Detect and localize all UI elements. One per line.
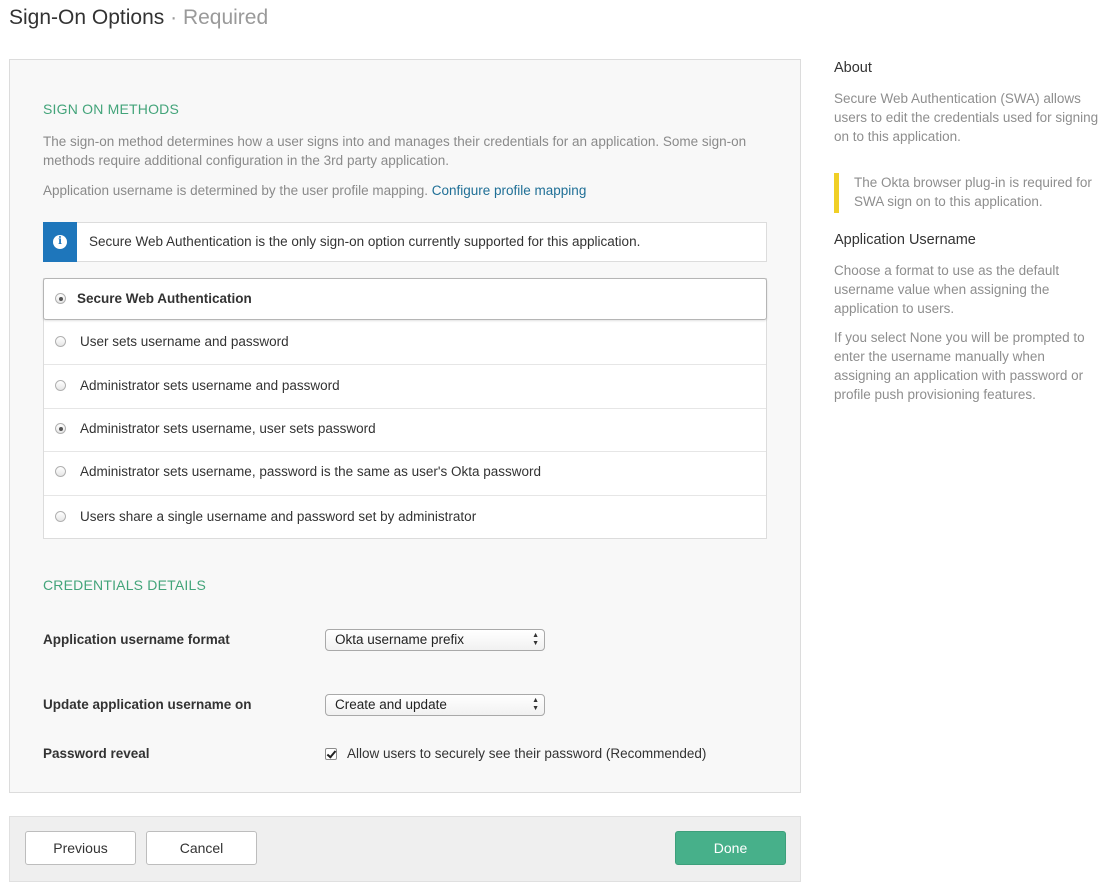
plugin-callout: The Okta browser plug-in is required for SWA sign on to this application. bbox=[834, 173, 1106, 213]
info-icon: i bbox=[53, 235, 67, 249]
sign-on-option-admin-sets[interactable] bbox=[44, 364, 766, 408]
profile-mapping-text: Application username is determined by the user profile mapping. bbox=[43, 183, 428, 198]
sign-on-methods-description: The sign-on method determines how a user signs into and manages their credentials for an application. Some sign-on methods require additional configuration in the 3rd party application. bbox=[43, 134, 747, 168]
configure-profile-mapping-link[interactable]: Configure profile mapping bbox=[431, 183, 587, 198]
password-reveal-checkbox[interactable] bbox=[325, 748, 337, 760]
info-banner-text: Secure Web Authentication is the only sign-on option currently supported for this application. bbox=[89, 234, 641, 249]
sign-on-option-admin-username-user-password[interactable] bbox=[44, 408, 766, 451]
sign-on-methods-heading: SIGN ON METHODS bbox=[43, 101, 180, 117]
sign-on-option-label: User sets username and password bbox=[80, 334, 289, 349]
update-username-label: Update application username on bbox=[43, 697, 252, 712]
radio-admin-username-user-password[interactable] bbox=[55, 423, 66, 434]
page-title bbox=[9, 6, 268, 30]
sign-on-options-card bbox=[9, 59, 801, 793]
credentials-details-heading: CREDENTIALS DETAILS bbox=[43, 577, 207, 593]
application-username-heading: Application Username bbox=[834, 232, 976, 248]
radio-shared[interactable] bbox=[55, 511, 66, 522]
application-username-none-text: If you select None you will be prompted to enter the username manually when assigning an application with password or profile push provisioning features. bbox=[834, 330, 1085, 402]
sign-on-option-user-sets[interactable] bbox=[44, 320, 766, 364]
info-banner-accent bbox=[43, 222, 77, 262]
username-format-value: Okta username prefix bbox=[335, 632, 465, 647]
sign-on-option-swa[interactable] bbox=[43, 278, 767, 320]
cancel-button[interactable]: Cancel bbox=[146, 831, 257, 865]
update-username-value: Create and update bbox=[335, 697, 447, 712]
page-title-subtitle: Required bbox=[182, 6, 269, 29]
sign-on-option-label: Administrator sets username, password is the same as user's Okta password bbox=[80, 464, 542, 479]
page-title-main: Sign-On Options bbox=[9, 6, 165, 29]
username-format-select[interactable] bbox=[325, 629, 545, 651]
sign-on-option-label: Administrator sets username, user sets password bbox=[80, 421, 376, 436]
application-username-text: Choose a format to use as the default username value when assigning the application to users. bbox=[834, 263, 1060, 316]
page-title-separator: · bbox=[170, 6, 178, 29]
radio-user-sets[interactable] bbox=[55, 336, 66, 347]
select-arrows-icon: ▲ ▼ bbox=[532, 632, 539, 647]
about-heading: About bbox=[834, 60, 872, 76]
radio-admin-sets[interactable] bbox=[55, 380, 66, 391]
update-username-select[interactable] bbox=[325, 694, 545, 716]
radio-swa[interactable] bbox=[55, 293, 66, 304]
password-reveal-checkbox-label: Allow users to securely see their password (Recommended) bbox=[347, 746, 707, 761]
password-reveal-label: Password reveal bbox=[43, 746, 150, 761]
profile-mapping-note bbox=[43, 181, 586, 200]
sign-on-option-shared[interactable] bbox=[44, 495, 766, 538]
wizard-footer bbox=[9, 816, 801, 882]
about-text: Secure Web Authentication (SWA) allows users to edit the credentials used for signing on to this application. bbox=[834, 91, 1099, 144]
sign-on-option-label: Secure Web Authentication bbox=[77, 291, 252, 306]
sign-on-option-label: Users share a single username and password set by administrator bbox=[80, 509, 477, 524]
radio-okta-password[interactable] bbox=[55, 466, 66, 477]
select-arrows-icon: ▲ ▼ bbox=[532, 697, 539, 712]
sign-on-method-list bbox=[43, 278, 767, 539]
username-format-label: Application username format bbox=[43, 632, 230, 647]
info-banner bbox=[43, 222, 767, 262]
sign-on-option-label: Administrator sets username and password bbox=[80, 378, 340, 393]
sign-on-option-okta-password[interactable] bbox=[44, 451, 766, 495]
done-button[interactable]: Done bbox=[675, 831, 786, 865]
previous-button[interactable]: Previous bbox=[25, 831, 136, 865]
